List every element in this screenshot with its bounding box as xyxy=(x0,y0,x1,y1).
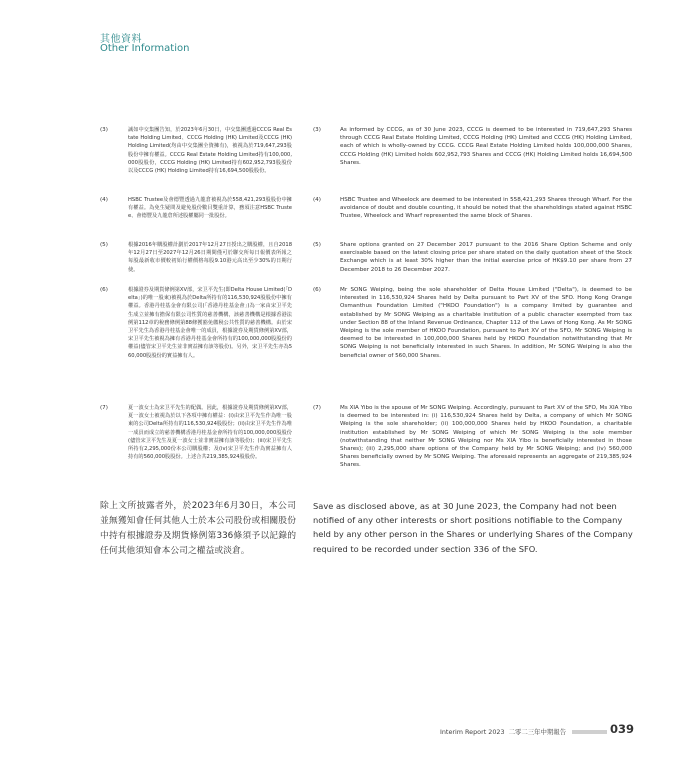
note-number-en: (3) xyxy=(313,127,321,133)
note-number-zh: (6) xyxy=(100,287,108,293)
note-text-zh: 根據證券及期貨條例第XV部，宋卫平先生(即Delta House Limited(「Delta」)的唯一股東)被視為於Delta所持有的116,530,924股股份中擁有權益。香港丹桂基金會有限公司(「香港丹桂基金會」)為一家由宋卫平先生成立並擁有擔保有限公司性質的慈善機構，該慈善機構是根據香港法例第112章的稅務條例第88條獲豁免繳稅公共性質的慈善機構。由於宋卫平先生為香港丹桂基金會唯一的成員，根據證券及期貨條例第XV部，宋卫平先生被視為擁有香港丹桂基金會所持有的100,000,000股股份的權益(儘管宋卫平先生並非實益擁有該等股份)。另外，宋卫平先生亦為560,000股股份的實益擁有人。 xyxy=(128,287,292,359)
note-text-zh: HSBC Trustee及會德豐透過九龍倉被視為於558,421,293股股份中擁有權益。為免生疑問及避免股份數目雙重計算，務須注意HSBC Trustee、會德豐及九龍倉所述股權屬同一批股份。 xyxy=(128,197,292,220)
note-number-en: (7) xyxy=(313,405,321,411)
note-text-en: HSBC Trustee and Wheelock are deemed to be interested in 558,421,293 Shares through Wharf. For the avoidance of doubt and double counting, it should be noted that the shareholdings stated against HSBC Trustee, Wheelock and Wharf represented the same block of Shares. xyxy=(340,197,632,220)
note-number-zh: (5) xyxy=(100,242,108,248)
footer-report-label xyxy=(440,727,566,736)
summary-text-zh: 除上文所披露者外，於2023年6月30日，本公司並無獲知會任何其他人士於本公司股份或相關股份中持有根據證券及期貨條例第336條須予以記錄的任何其他須知會本公司之權益或淡倉。 xyxy=(100,501,296,556)
note-text-en: As informed by CCCG, as of 30 June 2023, CCCG is deemed to be interested in 719,647,293 Shares through CCCG Real Estate Holding Limited, CCCG Holding (HK) Limited and CCCG (HK) Holding Limited, each of which is wholly-owned by CCCG. CCCG Real Estate Holding Limited holds 100,000,000 Shares, CCCG Holding (HK) Limited holds 602,952,793 Shares and CCCG (HK) Holding Limited holds 16,694,500 Shares. xyxy=(340,127,632,166)
note-text-en: Mr SONG Weiping, being the sole shareholder of Delta House Limited ("Delta"), is deemed to be interested in 116,530,924 Shares held by Delta pursuant to Part XV of the SFO. Hong Kong Orange Osmanthus Foundation Limited ("HKOO Foundation") is a company limited by guarantee and established by Mr SONG Weiping as a charitable institution of a public character exempted from tax under Section 88 of the Inland Revenue Ordinance, Chapter 112 of the Laws of Hong Kong. As Mr SONG Weiping is the sole member of HKOO Foundation, pursuant to Part XV of the SFO, Mr SONG Weiping is deemed to be interested in 100,000,000 Shares held by HKOO Foundation notwithstanding that Mr SONG Weiping is not beneficially interested in such Shares. In addition, Mr SONG Weiping is also the beneficial owner of 560,000 Shares. xyxy=(340,287,632,359)
note-number-en: (4) xyxy=(313,197,321,203)
note-text-en: Share options granted on 27 December 2017 pursuant to the 2016 Share Option Scheme and only exercisable based on the latest closing price per share stated on the daily quotation sheet of the Stock Exchange which is at least 30% higher than the initial exercise price of HK$9.10 per share from 27 December 2018 to 26 December 2027. xyxy=(340,242,632,273)
note-number-zh: (3) xyxy=(100,127,108,133)
section-title-zh: 其他資料 xyxy=(100,34,142,45)
page-number: 039 xyxy=(610,722,635,736)
footer-report-en: Interim Report 2023 xyxy=(440,728,505,736)
note-text-en: Ms XIA Yibo is the spouse of Mr SONG Weiping. Accordingly, pursuant to Part XV of the SFO, Ms XIA Yibo is deemed to be interested in: (i) 116,530,924 Shares held by Delta, a company of which Mr SONG Weiping is the sole shareholder; (ii) 100,000,000 Shares held by HKOO Foundation, a charitable institution established by Mr SONG Weiping of which Mr SONG Weiping is the sole member (notwithstanding that neither Mr SONG Weiping nor Ms XIA Yibo is beneficially interested in those Shares); (iii) 2,295,000 share options of the Company held by Mr SONG Weiping; and (iv) 560,000 Shares beneficially owned by Mr SONG Weiping. The aforesaid represents an aggregate of 219,385,924 Shares. xyxy=(340,405,632,469)
note-number-zh: (4) xyxy=(100,197,108,203)
note-text-zh: 夏一波女士為宋卫平先生的配偶。因此，根據證券及期貨條例第XV部，夏一波女士被視為於以下各項中擁有權益：(i)由宋卫平先生作為唯一股東的公司Delta所持有的116,530,924股股份；(ii)由宋卫平先生作為唯一成員而成立的慈善機構香港丹桂基金會所持有的100,000,000股股份(儘管宋卫平先生及夏一波女士並非實益擁有該等股份)；(iii)宋卫平先生所持有2,295,000份本公司購股權；及(iv)宋卫平先生作為實益擁有人持有的560,000股股份。上述合共219,385,924股股份。 xyxy=(128,405,292,461)
footer-divider xyxy=(572,730,607,734)
section-title-en: Other Information xyxy=(100,43,190,54)
footer-report-zh: 二零二三年中期報告 xyxy=(508,728,567,736)
note-number-zh: (7) xyxy=(100,405,108,411)
note-text-zh: 誠如中交集團告知，於2023年6月30日，中交集團透過CCCG Real Estate Holding Limited、CCCG Holding (HK) Limited及CCCG (HK) Holding Limited(均由中交集團全資擁有)，被視為於719,647,293股股份中擁有權益。CCCG Real Estate Holding Limited持有100,000,000股股份，CCCG Holding (HK) Limited持有602,952,793股股份以及CCCG (HK) Holding Limited持有16,694,500股股份。 xyxy=(128,127,292,175)
note-number-en: (5) xyxy=(313,242,321,248)
note-text-zh: 根據2016年購股權計劃於2017年12月27日授出之購股權，且自2018年12月27日至2027年12月26日期間僅可於聯交所每日報價表所報之每股最新收市價較初始行權價格每股9.10港元高出至少30%的日期行使。 xyxy=(128,242,292,273)
note-number-en: (6) xyxy=(313,287,321,293)
summary-text-en: Save as disclosed above, as at 30 June 2023, the Company had not been notified of any other interests or short positions notifiable to the Company held by any other person in the Shares or underlying Shares of the Company required to be recorded under section 336 of the SFO. xyxy=(313,501,633,554)
